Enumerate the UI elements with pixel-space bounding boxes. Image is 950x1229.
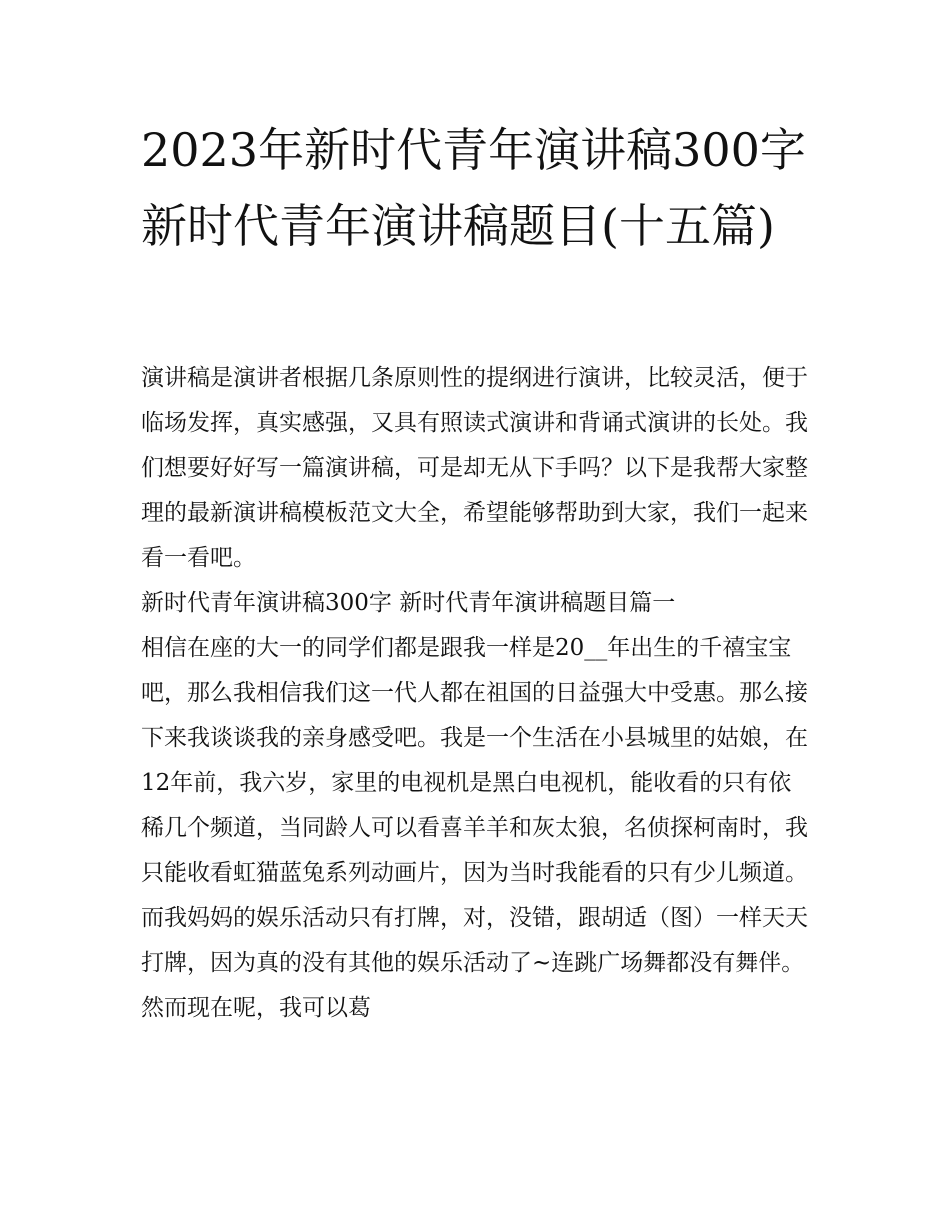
section-body-paragraph: 相信在座的大一的同学们都是跟我一样是20__年出生的千禧宝宝吧，那么我相信我们这一代人都在祖国的日益强大中受惠。那么接下来我谈谈我的亲身感受吧。我是一个生活在小县城里的姑娘，在12年前，我六岁，家里的电视机是黑白电视机，能收看的只有依稀几个频道，当同龄人可以看喜羊羊和灰太狼，名侦探柯南时，我只能收看虹猫蓝兔系列动画片，因为当时我能看的只有少儿频道。而我妈妈的娱乐活动只有打牌，对，没错，跟胡适（图）一样天天打牌，因为真的没有其他的娱乐活动了~连跳广场舞都没有舞伴。然而现在呢，我可以葛 [141,635,808,1021]
document-title: 2023年新时代青年演讲稿300字 新时代青年演讲稿题目(十五篇) [141,123,806,253]
intro-paragraph: 演讲稿是演讲者根据几条原则性的提纲进行演讲，比较灵活，便于临场发挥，真实感强，又具有照读式演讲和背诵式演讲的长处。我们想要好好写一篇演讲稿，可是却无从下手吗？以下是我帮大家整理的最新演讲稿模板范文大全，希望能够帮助到大家，我们一起来看一看吧。 [141,365,808,571]
document-body [141,356,813,1031]
section-heading: 新时代青年演讲稿300字 新时代青年演讲稿题目篇一 [141,590,676,616]
